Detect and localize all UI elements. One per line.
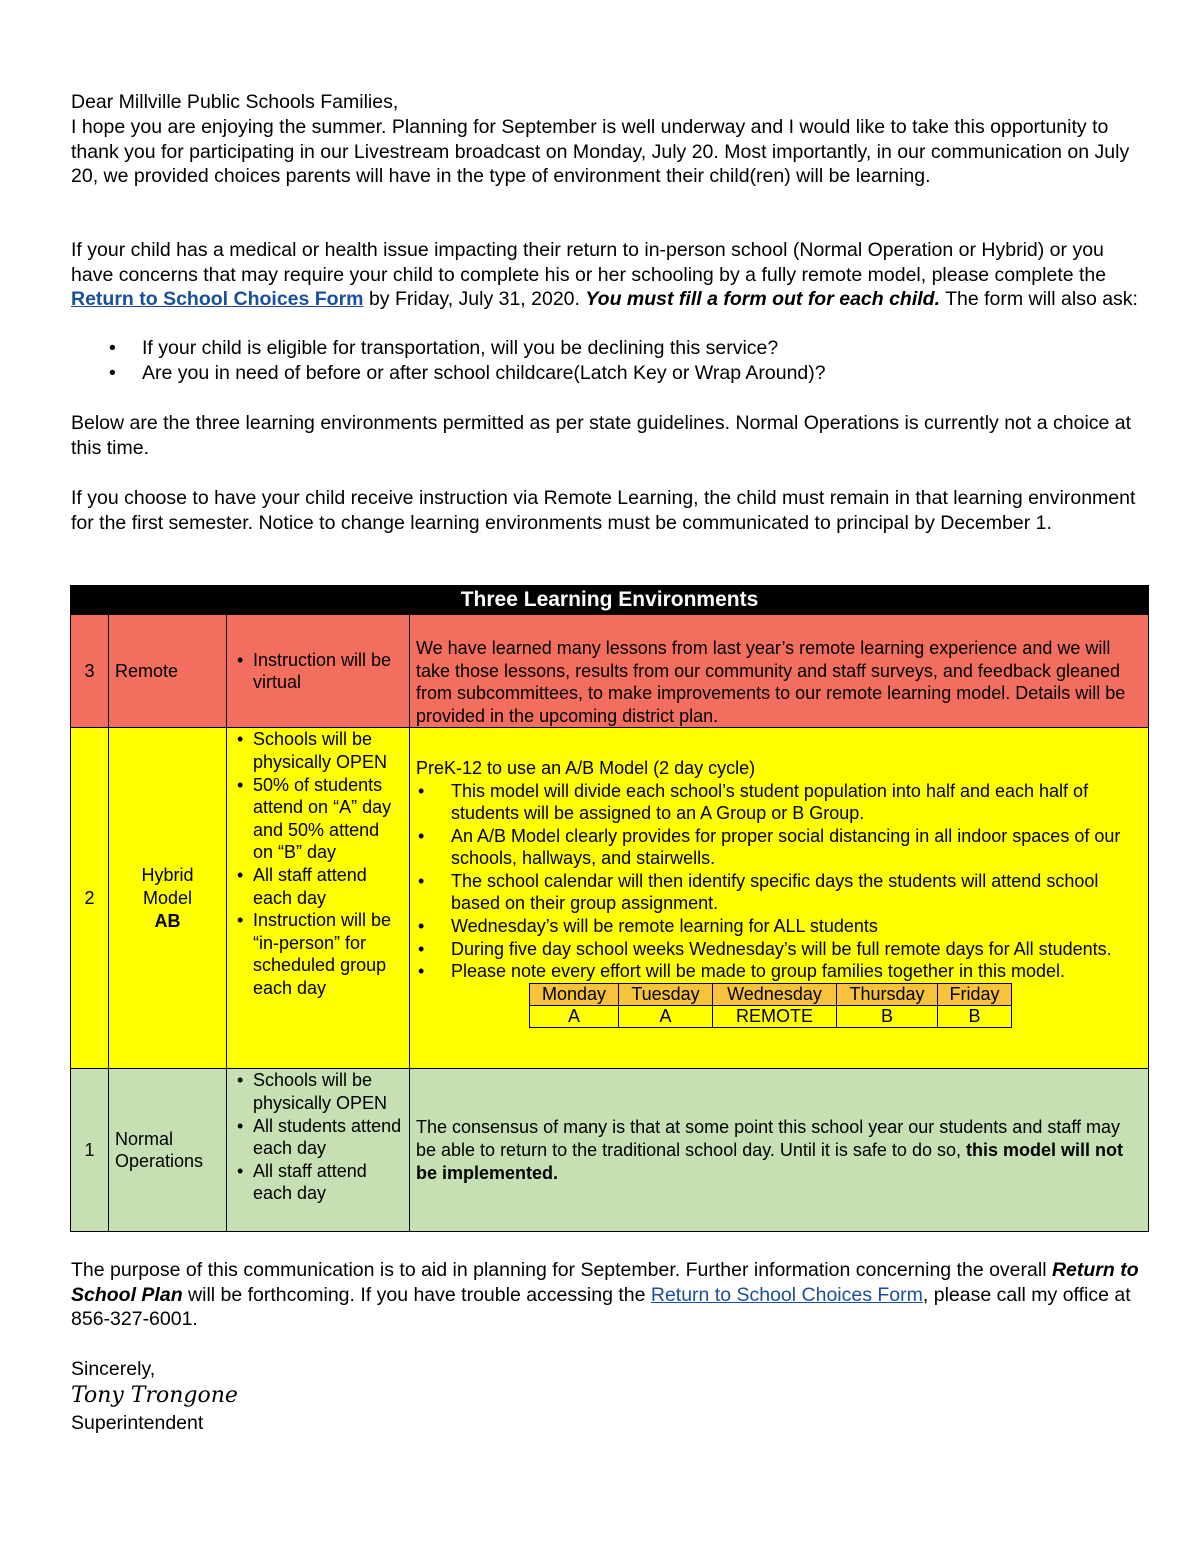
schedule-day: Wednesday	[713, 983, 837, 1005]
form-questions-list	[71, 336, 826, 386]
intro-paragraph: I hope you are enjoying the summer. Planning for September is well underway and I would like to take this opportunity to thank you for participating in our Livestream broadcast on Monday, July 20. Most importantly, in our communication on July 20, we provided choices parents will have in the type of environment their child(ren) will be learning.	[71, 116, 1130, 188]
must-fill-notice: You must fill a form out for each child.	[585, 288, 941, 311]
schedule-group: REMOTE	[713, 1005, 837, 1027]
hybrid-name	[109, 728, 227, 1069]
choices-form-link[interactable]: Return to School Choices Form	[71, 288, 364, 311]
normal-feature: • All students attend each day	[233, 1115, 403, 1160]
normal-feature: • All staff attend each day	[233, 1160, 403, 1205]
hybrid-point: • During five day school weeks Wednesday’s will be full remote days for All students.	[416, 938, 1142, 961]
remote-feature: • Instruction will be virtual	[233, 649, 403, 694]
schedule-day: Tuesday	[619, 983, 713, 1005]
normal-number: 1	[71, 1069, 109, 1232]
normal-name	[109, 1069, 227, 1232]
hybrid-row	[71, 728, 1149, 1069]
hybrid-description	[410, 728, 1149, 1069]
normal-name-line1: Normal	[115, 1128, 174, 1149]
form-question: • If your child is eligible for transportation, will you be declining this service?	[71, 336, 826, 361]
signature: Tony Trongone	[71, 1383, 238, 1408]
closing-choices-form-link[interactable]: Return to School Choices Form	[650, 1283, 923, 1306]
sign-off: Sincerely,	[71, 1358, 156, 1380]
closing-text-1: The purpose of this communication is to aid in planning for September. Further information concerning the overall	[71, 1259, 1052, 1281]
environments-intro: Below are the three learning environments permitted as per state guidelines. Normal Operations is currently not a choice at this time.	[71, 412, 1132, 459]
hybrid-name-line1: Hybrid	[141, 865, 194, 886]
salutation: Dear Millville Public Schools Families,	[71, 91, 399, 113]
remote-row	[71, 615, 1149, 728]
medical-text-3: The form will also ask:	[940, 288, 1138, 311]
schedule-group: B	[938, 1005, 1012, 1027]
normal-description	[410, 1069, 1149, 1232]
normal-features	[227, 1069, 410, 1232]
medical-text-2: by Friday, July 31, 2020.	[363, 288, 586, 311]
medical-paragraph	[71, 238, 1141, 312]
hybrid-feature: • 50% of students attend on “A” day and 50% attend on “B” day	[233, 774, 403, 864]
hybrid-feature: • All staff attend each day	[233, 864, 403, 909]
hybrid-features	[227, 728, 410, 1069]
remote-name: Remote	[109, 615, 227, 728]
normal-description-bold: this model will not be implemented.	[416, 1140, 1123, 1183]
normal-name-line2: Operations	[115, 1151, 204, 1172]
hybrid-point: • Wednesday’s will be remote learning for ALL students	[416, 915, 1142, 938]
remote-features	[227, 615, 410, 728]
ab-schedule-table	[529, 983, 1012, 1028]
hybrid-number: 2	[71, 728, 109, 1069]
schedule-group: A	[530, 1005, 619, 1027]
schedule-group: B	[837, 1005, 938, 1027]
schedule-day: Friday	[938, 983, 1012, 1005]
normal-description-text: The consensus of many is that at some point this school year our students and staff may be able to return to the traditional school day. Until it is safe to do so,	[416, 1117, 1121, 1161]
normal-feature: • Schools will be physically OPEN	[233, 1069, 403, 1114]
closing-text-2: will be forthcoming. If you have trouble accessing the	[182, 1283, 651, 1306]
hybrid-point: • Please note every effort will be made to group families together in this model.	[416, 960, 1142, 983]
hybrid-point: • The school calendar will then identify specific days the students will attend school based on their group assignment.	[416, 870, 1142, 915]
closing-paragraph	[71, 1258, 1141, 1332]
form-question: • Are you in need of before or after school childcare(Latch Key or Wrap Around)?	[71, 361, 826, 386]
hybrid-name-line2: Model	[142, 888, 193, 909]
schedule-day: Thursday	[837, 983, 938, 1005]
remote-description: We have learned many lessons from last year’s remote learning experience and we will take those lessons, results from our community and staff surveys, and feedback gleaned from subcommittees, to make improvements to our remote learning model. Details will be provided in the upcoming district plan.	[410, 615, 1149, 728]
plan-name: Return to School Plan	[71, 1259, 1139, 1306]
table-title: Three Learning Environments	[71, 586, 1149, 615]
medical-text-1: If your child has a medical or health issue impacting their return to in-person school (Normal Operation or Hybrid) or you have concerns that may require your child to complete his or her schooling by a fully remote model, please complete the	[71, 239, 1107, 286]
remote-number: 3	[71, 615, 109, 728]
signer-title: Superintendent	[71, 1412, 204, 1434]
learning-environments-table	[70, 585, 1149, 1232]
remote-commitment-paragraph: If you choose to have your child receive instruction via Remote Learning, the child must remain in that learning environment for the first semester. Notice to change learning environments must be communicated to principal by December 1.	[71, 487, 1136, 534]
schedule-group: A	[619, 1005, 713, 1027]
hybrid-name-line3: AB	[154, 910, 181, 931]
hybrid-feature: • Schools will be physically OPEN	[233, 728, 403, 773]
closing-text-3: , please call my office at 856-327-6001.	[71, 1283, 1131, 1331]
hybrid-point: • An A/B Model clearly provides for proper social distancing in all indoor spaces of our schools, hallways, and stairwells.	[416, 825, 1142, 870]
schedule-day: Monday	[530, 983, 619, 1005]
hybrid-point: • This model will divide each school’s student population into half and each half of students will be assigned to an A Group or B Group.	[416, 780, 1142, 825]
normal-row	[71, 1069, 1149, 1232]
hybrid-feature: • Instruction will be “in-person” for scheduled group each day	[233, 909, 403, 999]
hybrid-lead: PreK-12 to use an A/B Model (2 day cycle)	[416, 757, 756, 778]
